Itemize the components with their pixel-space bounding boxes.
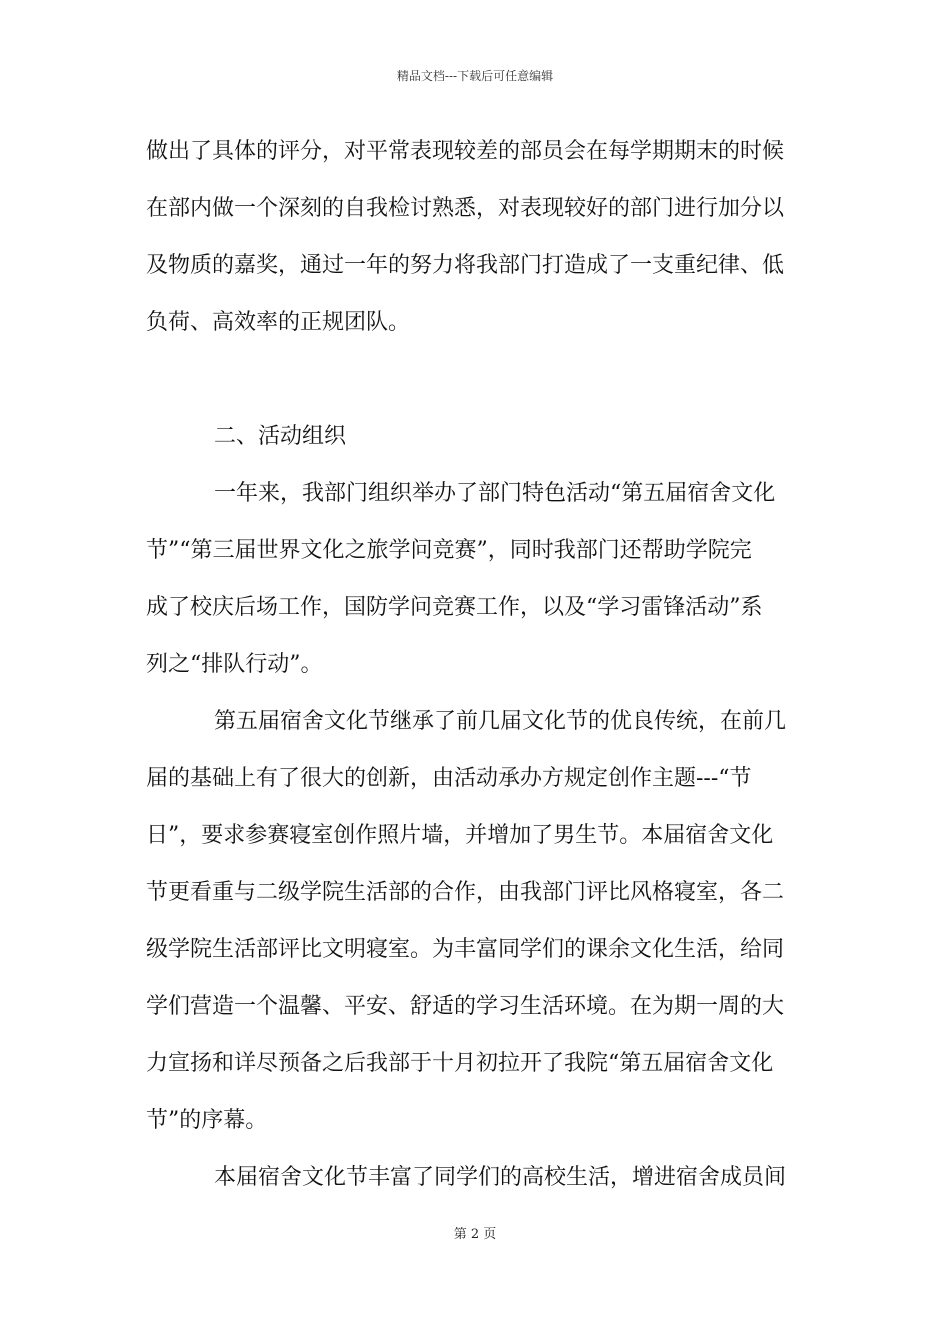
paragraph-line: 届的基础上有了很大的创新，由活动承办方规定创作主题---“节 bbox=[146, 766, 752, 791]
paragraph-line: 一年来，我部门组织举办了部门特色活动“第五届宿舍文化 bbox=[214, 481, 776, 506]
section-heading: 二、活动组织 bbox=[214, 424, 347, 449]
paragraph-line: 力宣扬和详尽预备之后我部于十月初拉开了我院“第五届宿舍文化 bbox=[146, 1051, 774, 1076]
page-number: 第 2 页 bbox=[453, 1227, 497, 1242]
paragraph-line: 节”的序幕。 bbox=[146, 1108, 268, 1133]
paragraph-line: 及物质的嘉奖，通过一年的努力将我部门打造成了一支重纪律、低 bbox=[146, 253, 785, 278]
paragraph-line: 做出了具体的评分，对平常表现较差的部员会在每学期期末的时候 bbox=[146, 139, 785, 164]
paragraph-line: 级学院生活部评比文明寝室。为丰富同学们的课余文化生活，给同 bbox=[146, 937, 785, 962]
paragraph-line: 日”，要求参赛寝室创作照片墙，并增加了男生节。本届宿舍文化 bbox=[146, 823, 774, 848]
paragraph-line: 第五届宿舍文化节继承了前几届文化节的优良传统，在前几 bbox=[214, 709, 787, 734]
page-header: 精品文档---下载后可任意编辑 bbox=[396, 69, 554, 83]
paragraph-line: 在部内做一个深刻的自我检讨熟悉，对表现较好的部门进行加分以 bbox=[146, 196, 785, 221]
paragraph-line: 本届宿舍文化节丰富了同学们的高校生活，增进宿舍成员间 bbox=[214, 1165, 787, 1190]
paragraph-line: 列之“排队行动”。 bbox=[146, 652, 323, 677]
paragraph-line: 节”“第三届世界文化之旅学问竞赛”，同时我部门还帮助学院完 bbox=[146, 538, 752, 563]
paragraph-line: 学们营造一个温馨、平安、舒适的学习生活环境。在为期一周的大 bbox=[146, 994, 785, 1019]
paragraph-line: 成了校庆后场工作，国防学问竞赛工作，以及“学习雷锋活动”系 bbox=[146, 595, 763, 620]
paragraph-line: 节更看重与二级学院生活部的合作，由我部门评比风格寝室，各二 bbox=[146, 880, 785, 905]
paragraph-line: 负荷、高效率的正规团队。 bbox=[146, 310, 411, 335]
